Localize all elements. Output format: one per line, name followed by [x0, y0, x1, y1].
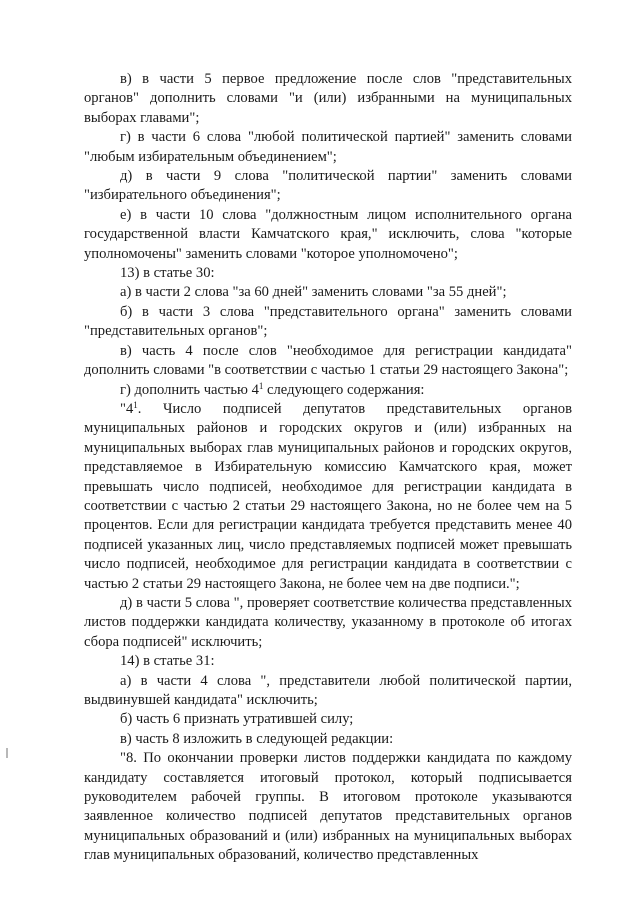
- paragraph-part-8: "8. По окончании проверки листов поддержки кандидата по каждому кандидату составляется итоговый протокол, который подписывается руководителем рабочей группы. В итоговом протоколе указываются заявленное количество подписей депутатов представительных органов муниципальных образований и (или) избранных на муниципальных выборах глав муниципальных образований, количество представленных: [84, 750, 572, 864]
- paragraph-5v: в) в части 5 первое предложение после слов "представительных органов" дополнить словами "и (или) избранными на муниципальных выборах главами";: [84, 71, 572, 126]
- paragraph-14b: б) часть 6 признать утратившей силу;: [120, 711, 354, 728]
- paragraph-13d: д) в части 5 слова ", проверяет соответствие количества представленных листов поддержки кандидата количеству, указанному в протоколе об итогах сбора подписей" исключить;: [84, 594, 572, 650]
- paragraph-13v: в) часть 4 после слов "необходимое для регистрации кандидата" дополнить словами "в соответствии с частью 1 статьи 29 настоящего Закона";: [84, 342, 572, 379]
- paragraph-13a: а) в части 2 слова "за 60 дней" заменить словами "за 55 дней";: [120, 284, 507, 301]
- paragraph-part-4-1: "$4^1$. Число подписей депутатов представительных органов муниципальных районов и городских округов и (или) избранных на муниципальных выборах глав муниципальных районов и городских округов, представляемое в Избирательную комиссию Камчатского края, может превышать число подписей, необходимое для регистрации кандидата в соответствии с частью 2 статьи 29 настоящего Закона, но не более чем на 5 процентов. Если для регистрации кандидата требуется представить менее 40 подписей указанных лиц, число представляемых подписей может превышать число подписей, необходимое для регистрации кандидата в соответствии с частью 2 статьи 29 настоящего Закона, не более чем на две подписи.";: [84, 399, 572, 592]
- paragraph-14v: в) часть 8 изложить в следующей редакции:: [120, 730, 394, 747]
- paragraph-6g: г) в части 6 слова "любой политической партией" заменить словами "любым избирательным объединением";: [84, 129, 572, 165]
- paragraph-item-14: 14) в статье 31:: [120, 653, 215, 670]
- scan-margin-mark: [6, 748, 8, 758]
- paragraph-item-13: 13) в статье 30:: [120, 265, 215, 282]
- paragraph-13b: б) в части 3 слова "представительного органа" заменить словами "представительных органов";: [84, 303, 572, 340]
- paragraph-13g: г) дополнить частью $4^1$ следующего содержания:: [120, 380, 425, 398]
- document-body: [84, 70, 572, 866]
- paragraph-9d: д) в части 9 слова "политической партии" заменить словами "избирательного объединения";: [84, 168, 572, 204]
- paragraph-10e: е) в части 10 слова "должностным лицом исполнительного органа государственной власти Камчатского края," исключить, слова "которые уполномочены" заменить словами "которое уполномочено";: [84, 206, 572, 262]
- paragraph-14a: а) в части 4 слова ", представители любой политической партии, выдвинувшей кандидата" исключить;: [84, 672, 572, 708]
